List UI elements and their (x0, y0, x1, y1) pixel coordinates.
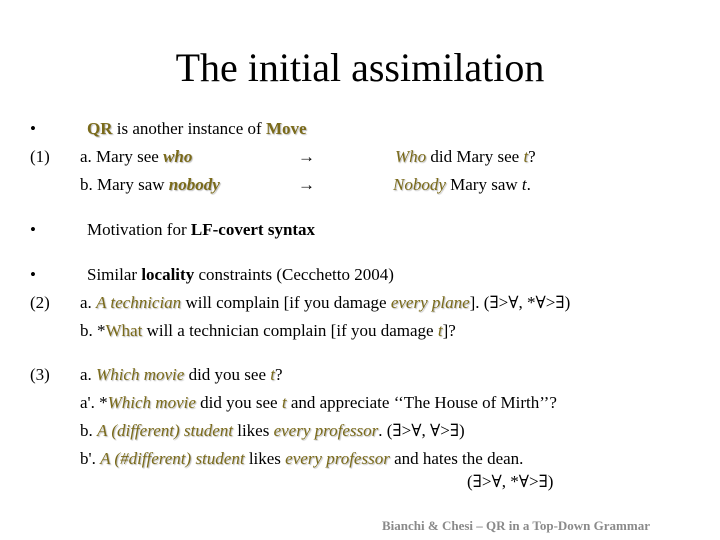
wh-word: What (105, 321, 143, 340)
quantifier: every professor (285, 449, 390, 468)
trace: t (270, 365, 275, 384)
trace: t (523, 147, 529, 166)
example-number: (2) (30, 293, 50, 312)
example-2a: a. A technician will complain [if you damage every plane]. (∃>∀, *∀>∃) (80, 293, 571, 312)
example-3b: b. A (different) student likes every professor. (∃>∀, ∀>∃) (80, 421, 465, 440)
example-1b-right: Nobody Mary saw t. (393, 175, 531, 194)
wh-word: who (163, 147, 193, 166)
example-3a-prime: a'. *Which movie did you see t and appreciate ‘‘The House of Mirth’’? (80, 393, 557, 412)
example-2b: b. *What will a technician complain [if you damage t]? (80, 321, 456, 340)
example-number: (3) (30, 365, 50, 384)
example-3a: a. Which movie did you see t? (80, 365, 283, 384)
example-number: (1) (30, 147, 50, 166)
trace: t (437, 321, 443, 340)
bullet: • (30, 265, 36, 284)
motivation-line: Motivation for LF-covert syntax (87, 220, 316, 239)
quantifier: nobody (168, 175, 220, 194)
slide-title: The initial assimilation (175, 45, 545, 90)
quantifier: A technician (96, 293, 182, 312)
example-1a-left: a. Mary see who (80, 147, 193, 166)
trace: t (281, 393, 287, 412)
qr-term: QR (87, 119, 113, 138)
arrow-icon: → (298, 175, 315, 194)
example-3b-prime: b'. A (#different) student likes every professor and hates the dean. (80, 449, 524, 468)
lf-covert-syntax: LF-covert syntax (190, 220, 316, 239)
arrow-icon: → (298, 147, 315, 166)
locality-line: Similar locality constraints (Cecchetto 2004) (87, 265, 394, 284)
wh-word: Who (395, 147, 427, 166)
wh-phrase: Which movie (107, 393, 196, 412)
quantifier: Nobody (393, 175, 446, 194)
quantifier: every plane (390, 293, 470, 312)
qr-intro-line (87, 119, 307, 139)
scope-readings: (∃>∀, *∀>∃) (467, 472, 554, 491)
intro-text: is another instance of (112, 119, 266, 138)
locality-term: locality (141, 265, 195, 284)
trace: t (521, 175, 527, 194)
wh-phrase: Which movie (96, 365, 185, 384)
move-term: Move (265, 119, 307, 138)
quantifier: A (#different) student (100, 449, 245, 468)
quantifier: A (different) student (97, 421, 233, 440)
bullet: • (30, 119, 36, 138)
quantifier: every professor (273, 421, 379, 440)
example-1a-right: Who did Mary see t? (395, 147, 536, 166)
example-1b-left: b. Mary saw nobody (80, 175, 220, 194)
bullet: • (30, 220, 36, 239)
slide-footer: Bianchi & Chesi – QR in a Top-Down Grammar (382, 518, 650, 533)
